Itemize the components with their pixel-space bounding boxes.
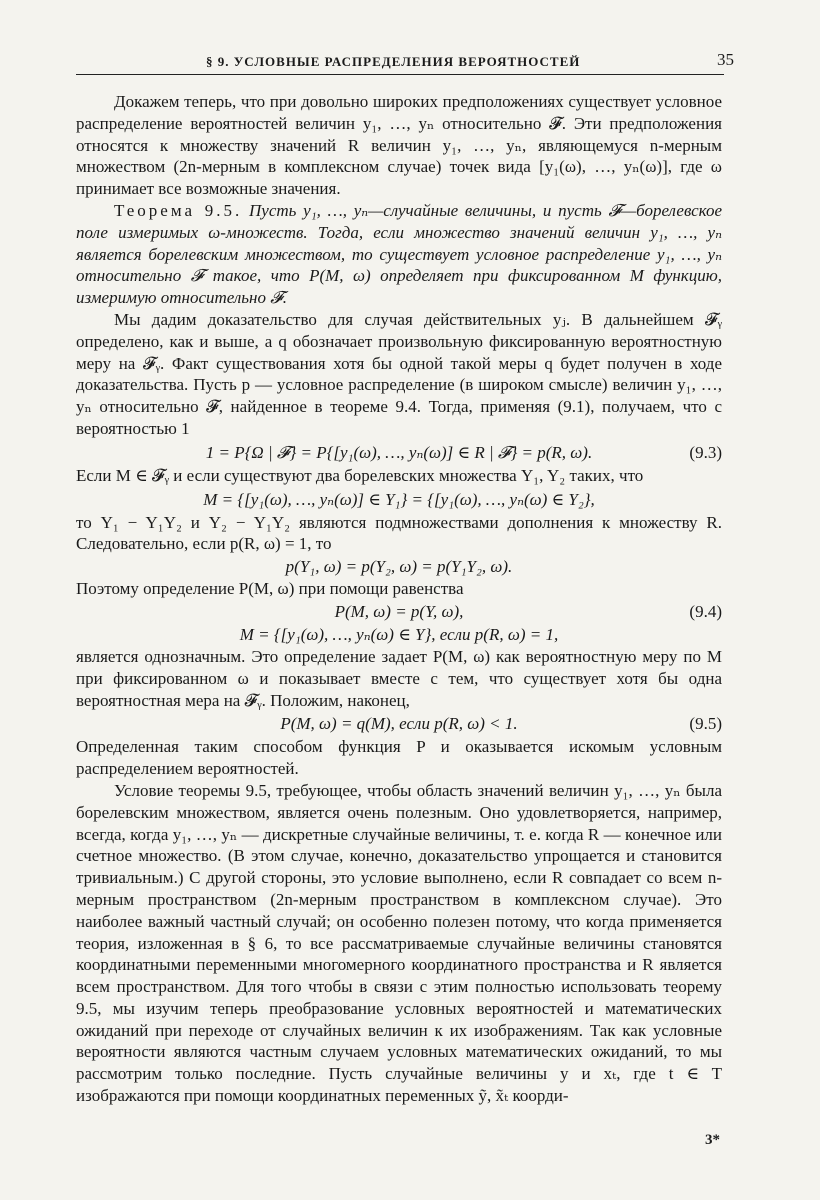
equation-9-4-b [76,623,722,646]
equation-p-equal-body: p(Y₁, ω) = p(Y₂, ω) = p(Y₁Y₂, ω). [285,557,513,577]
equation-9-3-body: 1 = P{Ω | 𝓕} = P{[y₁(ω), …, yₙ(ω)] ∈ R | 𝓕} = p(R, ω). [205,442,593,462]
theorem-9-5 [76,200,722,309]
paragraph-proof: Мы дадим доказательство для случая действительных yⱼ. В дальнейшем 𝓕ᵧ определено, как и выше, а q обозначает произвольную фиксированную вероятностную меру на 𝓕ᵧ. Факт существования хотя бы одной такой меры q будет получен в ходе доказательства. Пусть p — условное распределение (в широком смысле) величин y₁, …, yₙ относительно 𝓕, найденное в теореме 9.4. Тогда, применяя (9.1), получаем, что с вероятностью 1 [76,309,722,438]
equation-9-4-a [76,600,722,623]
equation-9-5-number: (9.5) [689,714,722,734]
paragraph-defined: Определенная таким способом функция P и оказывается искомым условным распределением вероятностей. [76,737,722,779]
equation-m-definition [76,487,722,512]
paragraph-if-m: Если M ∈ 𝓕ᵧ и если существуют два борелевских множества Y₁, Y₂ таких, что [76,465,644,485]
equation-9-5-body: P(M, ω) = q(M), если p(R, ω) < 1. [280,714,518,734]
equation-m-definition-body: M = {[y₁(ω), …, yₙ(ω)] ∈ Y₁} = {[y₁(ω), …, yₙ(ω) ∈ Y₂}, [203,489,595,509]
equation-9-5 [76,711,722,736]
theorem-statement: Пусть y₁, …, yₙ—случайные величины, и пусть 𝓕—борелевское поле измеримых ω-множеств. Тогда, если множество значений величин y₁, …, yₙ является борелевским множеством, то существует условное распределение y₁, …, yₙ относительно 𝓕 такое, что P(M, ω) определяет при фиксированном M функцию, измеримую относительно 𝓕. [76,200,722,308]
paragraph-intro: Докажем теперь, что при довольно широких предположениях существует условное распределение вероятностей величин y₁, …, yₙ относительно 𝓕. Эти предположения относятся к множеству значений R величин y₁, …, yₙ, являющемуся n-мерным множеством (2n-мерным в комплексном случае) точек вида [y₁(ω), …, yₙ(ω)], где ω принимает все возможные значения. [76,92,722,199]
equation-9-4-b-body: M = {[y₁(ω), …, yₙ(ω) ∈ Y}, если p(R, ω) = 1, [239,624,559,644]
signature-mark: 3* [705,1132,720,1148]
equation-p-equal [76,555,722,578]
running-title: § 9. УСЛОВНЫЕ РАСПРЕДЕЛЕНИЯ ВЕРОЯТНОСТЕЙ [206,54,581,69]
equation-9-4-a-body: P(M, ω) = p(Y, ω), [334,601,464,621]
running-header [76,50,734,75]
page-number: 35 [717,50,734,69]
paragraph-unique: является однозначным. Это определение задает P(M, ω) как вероятностную меру по M при фиксированном ω и показывает вместе с тем, что существует хотя бы одна вероятностная мера на 𝓕ᵧ. Положим, наконец, [76,646,722,710]
equation-9-3 [76,440,722,465]
paragraph-condition: Условие теоремы 9.5, требующее, чтобы область значений величин y₁, …, yₙ была борелевским множеством, является очень полезным. Оно удовлетворяется, например, всегда, когда y₁, …, yₙ — дискретные случайные величины, т. е. когда R — конечное или счетное множество. (В этом случае, конечно, доказательство упрощается и становится тривиальным.) С другой стороны, это условие выполнено, если R совпадает со всем n-мерным пространством (2n-мерным пространством в комплексном случае). Это наиболее важный частный случай; он особенно полезен потому, что когда применяется теория, изложенная в § 6, то все рассматриваемые случайные величины становятся координатными переменными многомерного координатного пространства и R является всем пространством. Для того чтобы в связи с этим полностью использовать теорему 9.5, мы изучим теперь преобразование условных вероятностей и математических ожиданий при переходе от случайных величин к их изображениям. Так как условные вероятности являются частным случаем условных математических ожиданий, то мы рассмотрим только последние. Пусть случайные величины y и xₜ, где t ∈ T изображаются при помощи координатных переменных ỹ, x̃ₜ коорди- [76,780,722,1106]
equation-9-4-number: (9.4) [689,601,722,621]
paragraph-subsets: то Y₁ − Y₁Y₂ и Y₂ − Y₁Y₂ являются подмножествами дополнения к множеству R. Следовательно, если p(R, ω) = 1, то [76,512,722,554]
paragraph-therefore: Поэтому определение P(M, ω) при помощи равенства [76,579,464,599]
theorem-label: Теорема 9.5. [114,200,243,220]
page-body [76,91,722,1107]
equation-9-3-number: (9.3) [689,442,722,462]
